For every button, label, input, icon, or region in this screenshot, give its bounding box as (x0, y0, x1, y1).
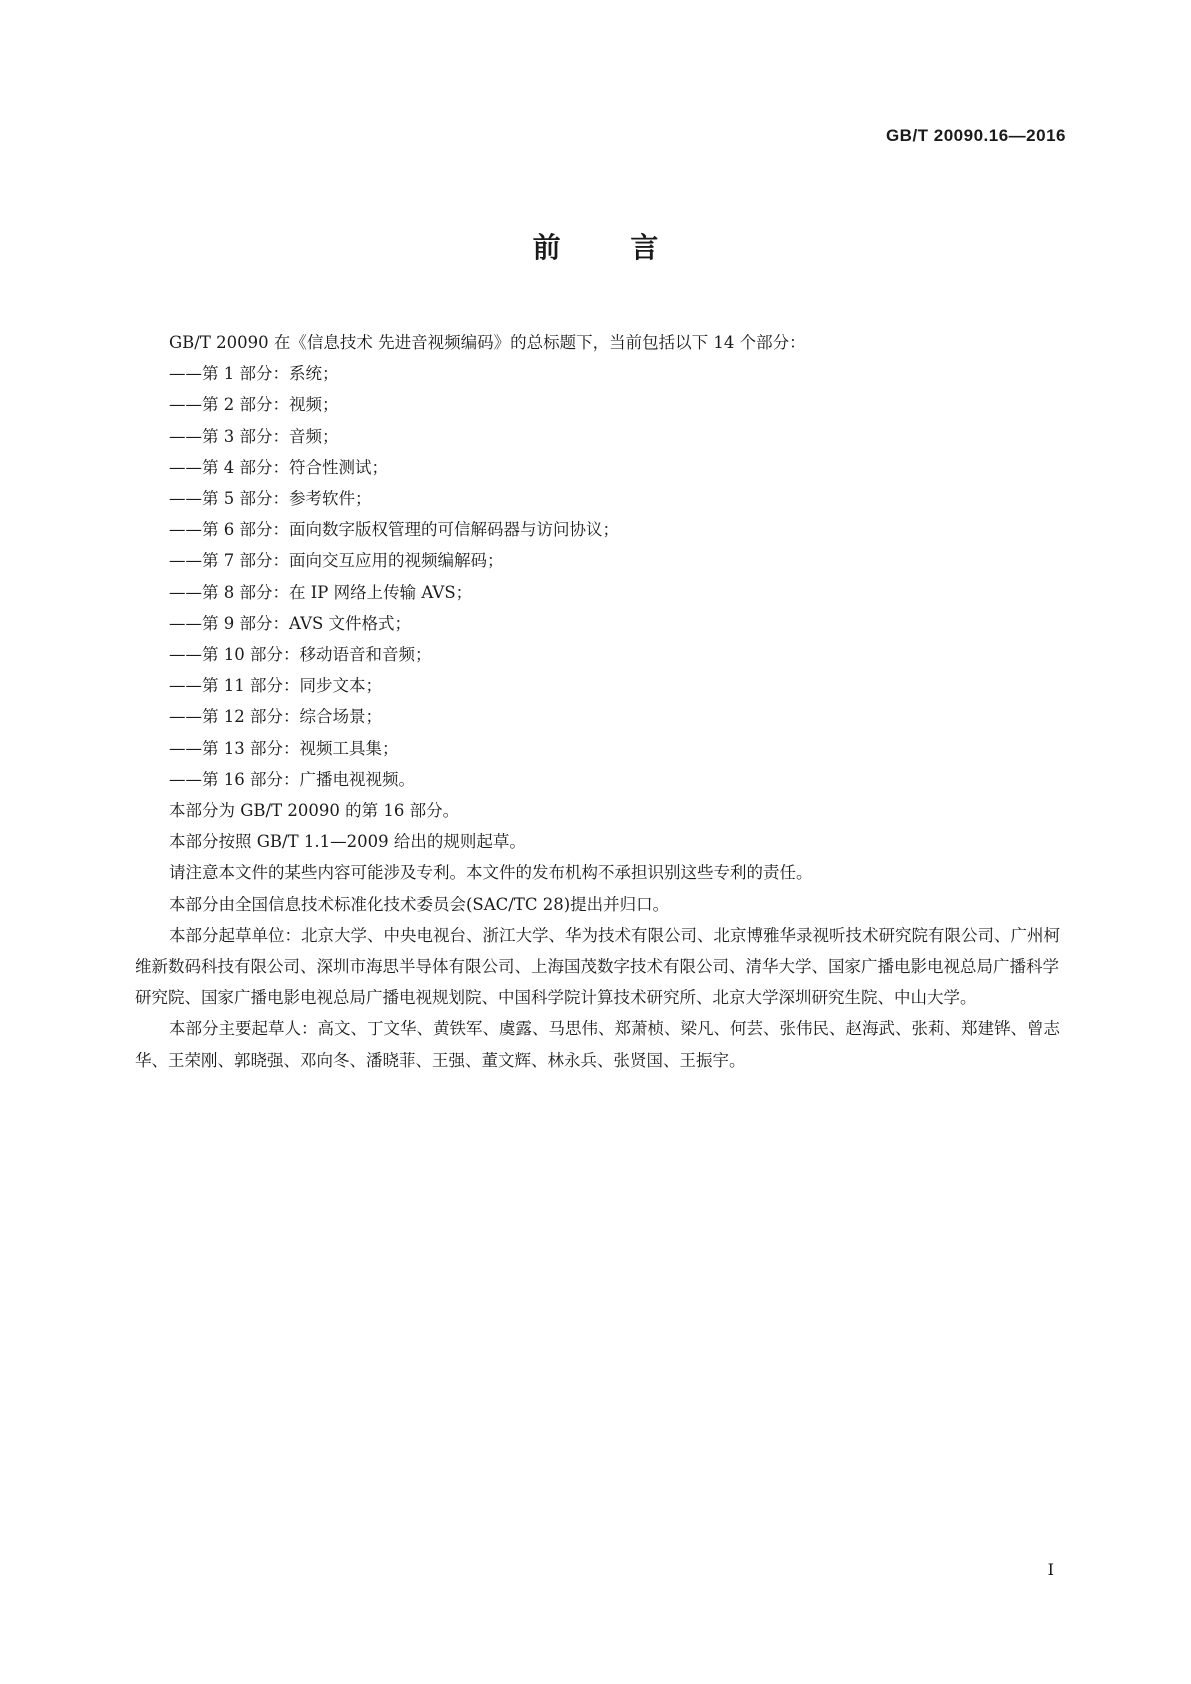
list-item: ——第 11 部分：同步文本； (169, 676, 382, 696)
part-statement: 本部分为 GB/T 20090 的第 16 部分。 (169, 801, 460, 821)
standard-number: GB/T 20090.16—2016 (885, 126, 1066, 145)
list-item: ——第 2 部分：视频； (169, 395, 339, 415)
list-item: ——第 13 部分：视频工具集； (169, 738, 399, 758)
foreword-body (135, 327, 1060, 1076)
list-item: ——第 7 部分：面向交互应用的视频编解码； (169, 551, 504, 571)
patent-notice: 请注意本文件的某些内容可能涉及专利。本文件的发布机构不承担识别这些专利的责任。 (169, 863, 813, 883)
drafting-rules: 本部分按照 GB/T 1.1—2009 给出的规则起草。 (169, 832, 526, 852)
list-item: ——第 9 部分：AVS 文件格式； (169, 613, 412, 633)
page-title: 前 言 (532, 231, 689, 264)
list-item: ——第 1 部分：系统； (169, 364, 339, 384)
drafting-organizations: 本部分起草单位：北京大学、中央电视台、浙江大学、华为技术有限公司、北京博雅华录视听技术研究院有限公司、广州柯维新数码科技有限公司、深圳市海思半导体有限公司、上海国茂数字技术有限公司、清华大学、国家广播电影电视总局广播科学研究院、国家广播电影电视总局广播电视规划院、中国科学院计算技术研究所、北京大学深圳研究生院、中山大学。 (135, 925, 1060, 1008)
list-item: ——第 16 部分：广播电视视频。 (169, 769, 415, 789)
list-item: ——第 4 部分：符合性测试； (169, 457, 388, 477)
list-item: ——第 10 部分：移动语音和音频； (169, 645, 432, 665)
proposer-statement: 本部分由全国信息技术标准化技术委员会(SAC/TC 28)提出并归口。 (169, 894, 670, 914)
intro-paragraph: GB/T 20090 在《信息技术 先进音视频编码》的总标题下，当前包括以下 14 个部分： (169, 333, 806, 352)
list-item: ——第 12 部分：综合场景； (169, 707, 382, 727)
drafters: 本部分主要起草人：高文、丁文华、黄铁军、虞露、马思伟、郑萧桢、梁凡、何芸、张伟民、赵海武、张莉、郑建铧、曾志华、王荣刚、郭晓强、邓向冬、潘晓菲、王强、董文辉、林永兵、张贤国、王振宇。 (135, 1019, 1060, 1070)
list-item: ——第 6 部分：面向数字版权管理的可信解码器与访问协议； (169, 520, 619, 540)
list-item: ——第 3 部分：音频； (169, 426, 339, 446)
page-number: I (1047, 1560, 1054, 1579)
list-item: ——第 5 部分：参考软件； (169, 489, 372, 509)
list-item: ——第 8 部分：在 IP 网络上传输 AVS； (169, 582, 473, 602)
parts-list (135, 358, 1060, 795)
